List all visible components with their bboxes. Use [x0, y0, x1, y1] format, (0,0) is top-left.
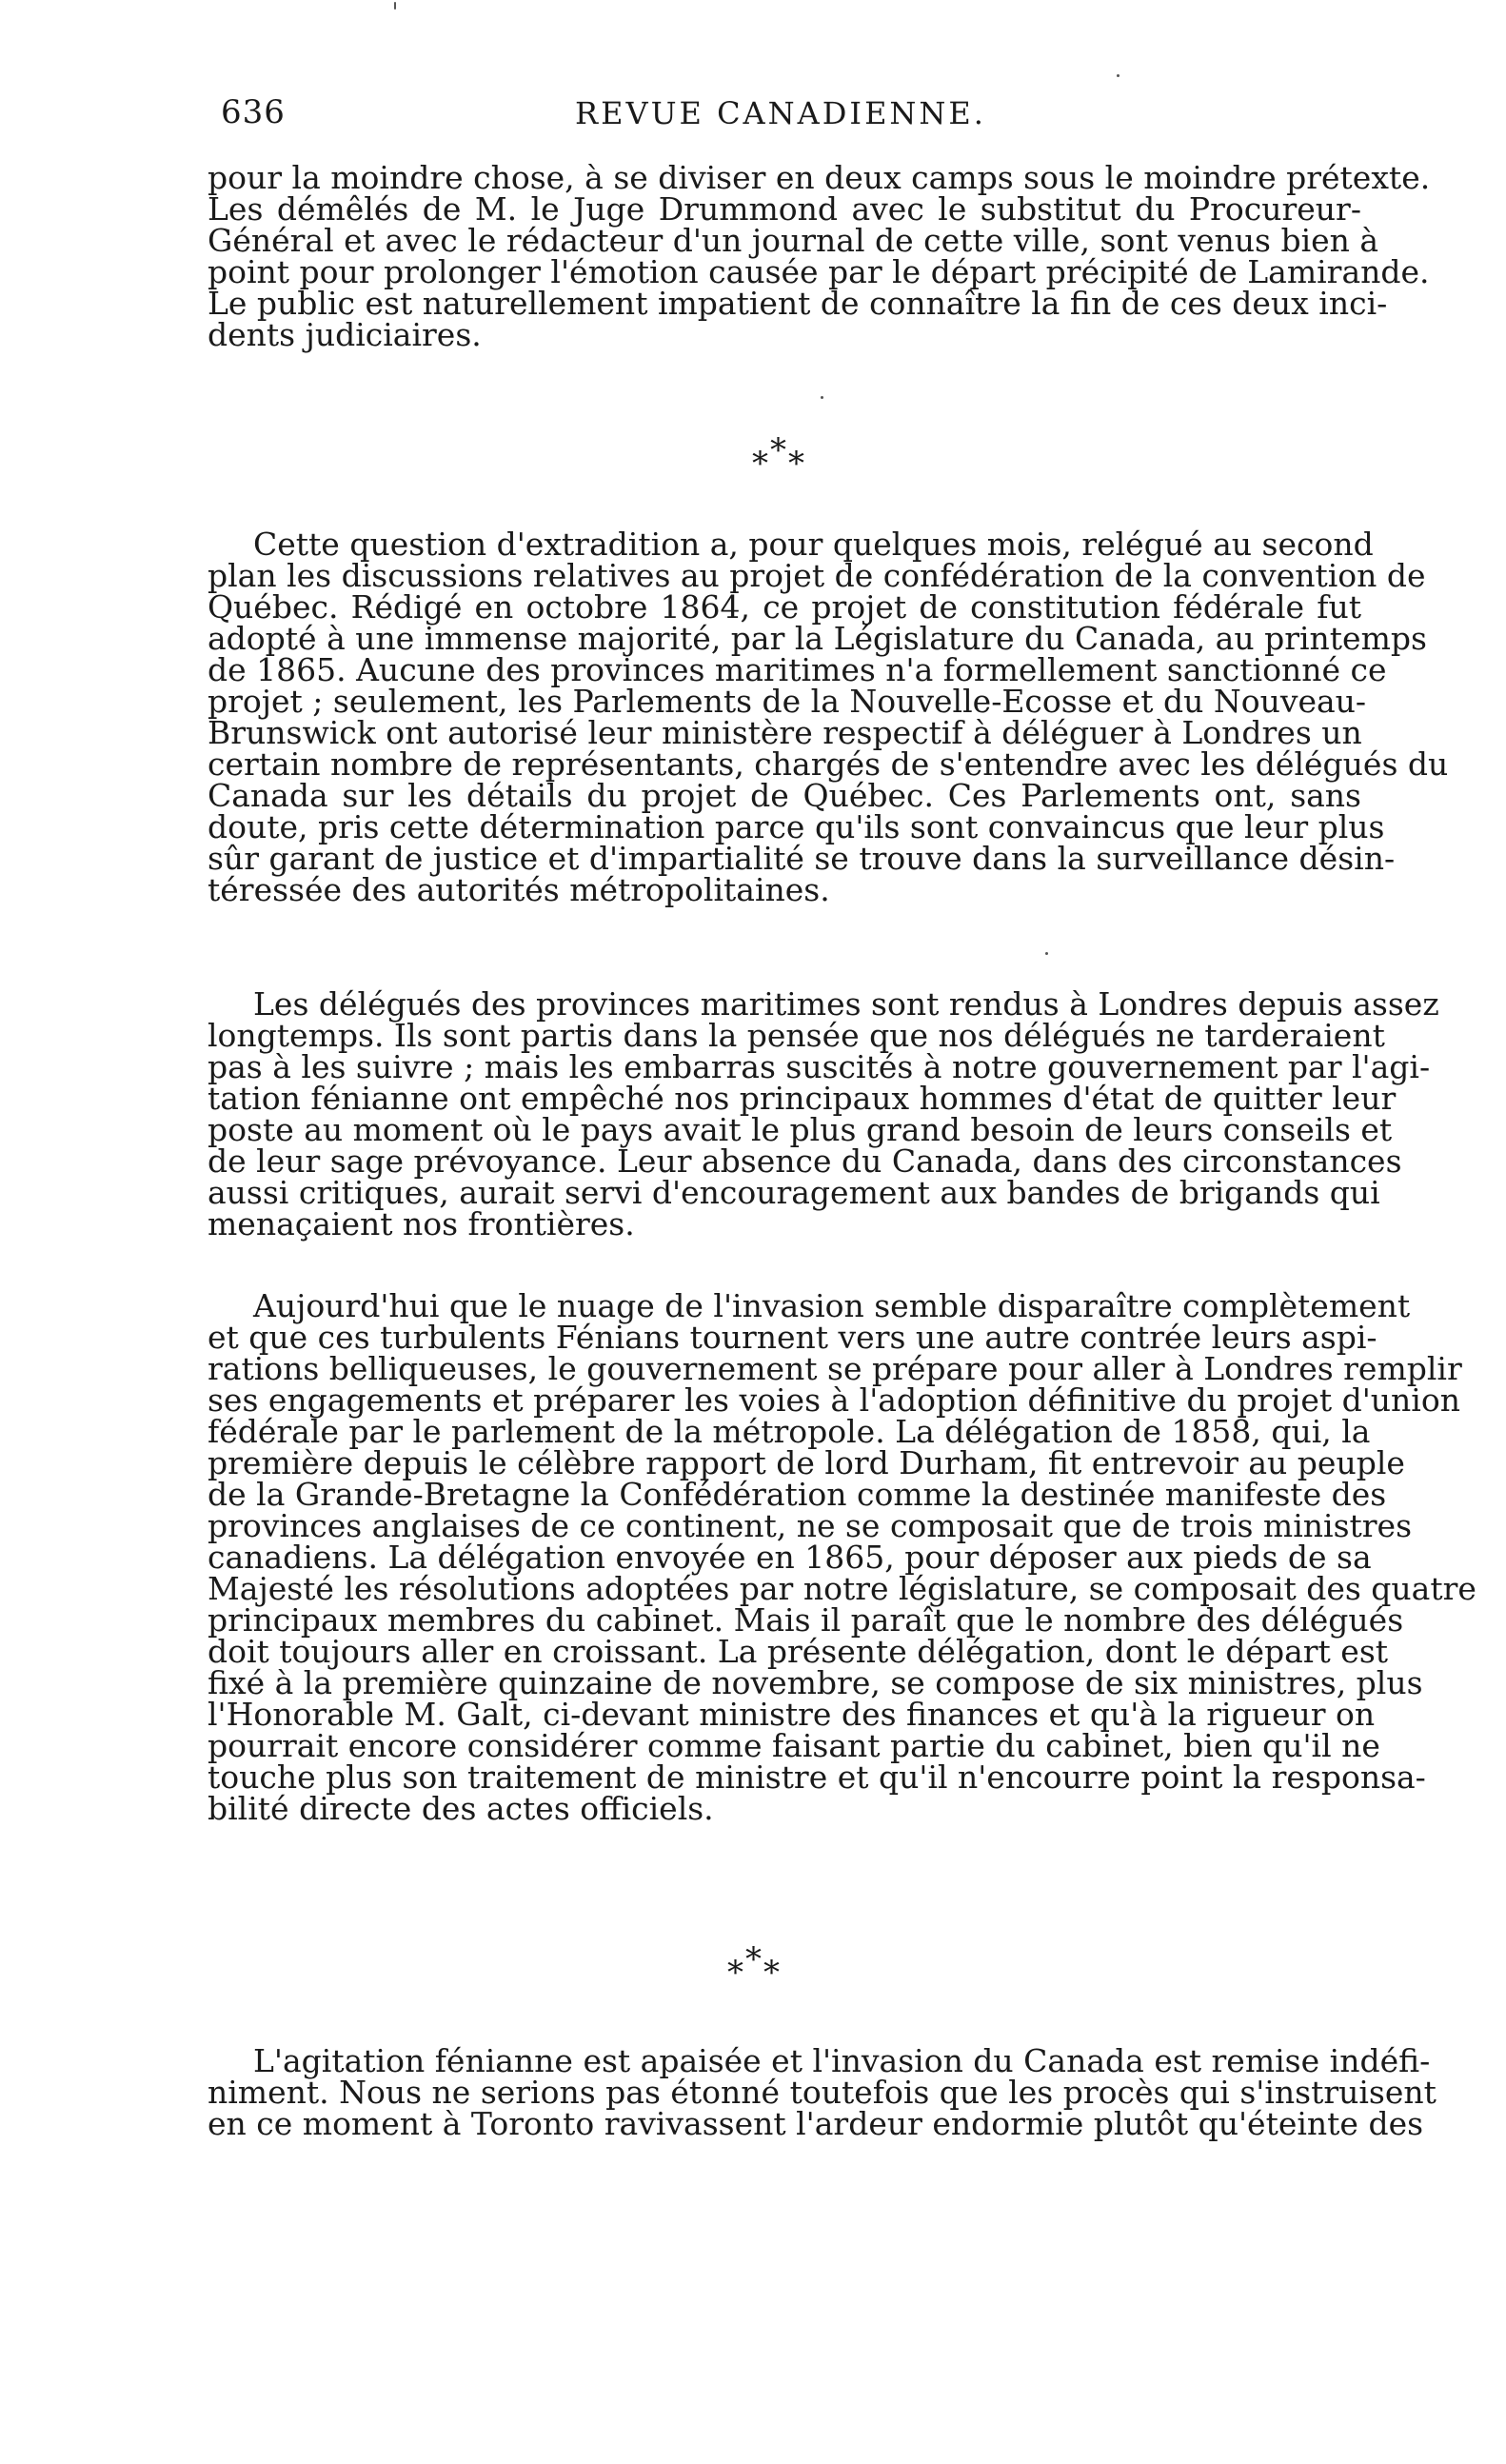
text-line: touche plus son traitement de ministre et qu'il n'encourre point la responsa-: [208, 1759, 1426, 1796]
text-line: plan les discussions relatives au projet de confédération de la convention de: [208, 557, 1426, 594]
section-break-asterism: [727, 1940, 782, 1992]
asterisk: *: [763, 1954, 782, 1992]
text-line: L'agitation fénianne est apaisée et l'invasion du Canada est remise indéfi-: [253, 2042, 1431, 2079]
text-line: dents judiciaires.: [208, 316, 482, 353]
text-line: de la Grande-Bretagne la Confédération comme la destinée manifeste des: [208, 1476, 1387, 1513]
text-line: Québec. Rédigé en octobre 1864, ce projet de constitution fédérale fut: [208, 588, 1361, 626]
text-line: de leur sage prévoyance. Leur absence du Canada, dans des circonstances: [208, 1143, 1402, 1180]
page-number: 636: [221, 93, 286, 131]
asterisk: *: [770, 431, 788, 469]
asterisk: *: [788, 445, 806, 483]
scan-speck: [821, 396, 823, 399]
text-line: niment. Nous ne serions pas étonné toutefois que les procès qui s'instruisent: [208, 2074, 1437, 2111]
text-line: principaux membres du cabinet. Mais il paraît que le nombre des délégués: [208, 1601, 1404, 1639]
text-line: Majesté les résolutions adoptées par notre législature, se composait des quatre: [208, 1570, 1476, 1607]
text-line: bilité directe des actes officiels.: [208, 1790, 714, 1827]
text-line: pas à les suivre ; mais les embarras suscités à notre gouvernement par l'agi-: [208, 1048, 1431, 1085]
journal-title: REVUE CANADIENNE.: [575, 95, 986, 131]
text-line: pourrait encore considérer comme faisant partie du cabinet, bien qu'il ne: [208, 1727, 1380, 1764]
running-head: [221, 93, 1363, 141]
text-line: canadiens. La délégation envoyée en 1865, pour déposer aux pieds de sa: [208, 1539, 1372, 1576]
text-line: provinces anglaises de ce continent, ne se composait que de trois ministres: [208, 1507, 1413, 1544]
text-line: point pour prolonger l'émotion causée par le départ précipité de Lamirande.: [208, 253, 1430, 290]
asterisk: *: [745, 1940, 763, 1978]
scan-speck: [1117, 74, 1120, 77]
text-line: et que ces turbulents Fénians tournent vers une autre contrée leurs aspi-: [208, 1319, 1377, 1356]
text-line: fixé à la première quinzaine de novembre, se compose de six ministres, plus: [208, 1664, 1423, 1701]
text-line: Les démêlés de M. le Juge Drummond avec le substitut du Procureur-: [208, 190, 1361, 228]
text-line: menaçaient nos frontières.: [208, 1205, 635, 1242]
text-line: Général et avec le rédacteur d'un journal de cette ville, sont venus bien à: [208, 222, 1379, 259]
paragraph-4: [208, 1287, 1476, 1827]
asterisk: *: [727, 1954, 745, 1992]
text-line: Canada sur les détails du projet de Québec. Ces Parlements ont, sans: [208, 777, 1361, 814]
asterisk: *: [752, 445, 770, 483]
text-line: Les délégués des provinces maritimes sont rendus à Londres depuis assez: [253, 985, 1439, 1023]
text-line: doit toujours aller en croissant. La présente délégation, dont le départ est: [208, 1633, 1389, 1670]
text-line: doute, pris cette détermination parce qu'ils sont convaincus que leur plus: [208, 808, 1385, 845]
text-line: fédérale par le parlement de la métropole. La délégation de 1858, qui, la: [208, 1413, 1371, 1450]
text-line: aussi critiques, aurait servi d'encouragement aux bandes de brigands qui: [208, 1174, 1380, 1211]
text-line: en ce moment à Toronto ravivassent l'ardeur endormie plutôt qu'éteinte des: [208, 2105, 1424, 2142]
text-line: sûr garant de justice et d'impartialité se trouve dans la surveillance désin-: [208, 840, 1396, 877]
text-line: projet ; seulement, les Parlements de la Nouvelle-Ecosse et du Nouveau-: [208, 683, 1367, 720]
text-line: Cette question d'extradition a, pour quelques mois, relégué au second: [253, 526, 1374, 563]
text-line: Le public est naturellement impatient de connaître la fin de ces deux inci-: [208, 285, 1388, 322]
text-line: poste au moment où le pays avait le plus grand besoin de leurs conseils et: [208, 1111, 1393, 1148]
text-line: tation fénianne ont empêché nos principaux hommes d'état de quitter leur: [208, 1080, 1397, 1117]
text-line: téressée des autorités métropolitaines.: [208, 871, 830, 908]
text-line: rations belliqueuses, le gouvernement se prépare pour aller à Londres remplir: [208, 1350, 1462, 1387]
scan-speck: [394, 2, 396, 10]
text-line: Aujourd'hui que le nuage de l'invasion semble disparaître complètement: [253, 1287, 1411, 1324]
text-line: ses engagements et préparer les voies à l'adoption définitive du projet d'union: [208, 1381, 1460, 1419]
text-line: première depuis le célèbre rapport de lord Durham, fit entrevoir au peuple: [208, 1444, 1405, 1481]
text-line: adopté à une immense majorité, par la Législature du Canada, au printemps: [208, 620, 1427, 657]
paragraph-3: [208, 985, 1439, 1242]
text-line: certain nombre de représentants, chargés de s'entendre avec les délégués du: [208, 745, 1449, 783]
section-break-asterism: [752, 431, 806, 483]
text-line: l'Honorable M. Galt, ci-devant ministre des finances et qu'à la rigueur on: [208, 1696, 1376, 1733]
text-line: pour la moindre chose, à se diviser en deux camps sous le moindre prétexte.: [208, 159, 1431, 196]
text-line: Brunswick ont autorisé leur ministère respectif à déléguer à Londres un: [208, 714, 1362, 751]
text-line: longtemps. Ils sont partis dans la pensée que nos délégués ne tarderaient: [208, 1017, 1385, 1054]
paragraph-5: [208, 2042, 1437, 2142]
scan-speck: [1045, 952, 1048, 955]
paragraph-2: [208, 526, 1449, 908]
paragraph-1: [208, 159, 1431, 353]
text-line: de 1865. Aucune des provinces maritimes n'a formellement sanctionné ce: [208, 651, 1387, 688]
